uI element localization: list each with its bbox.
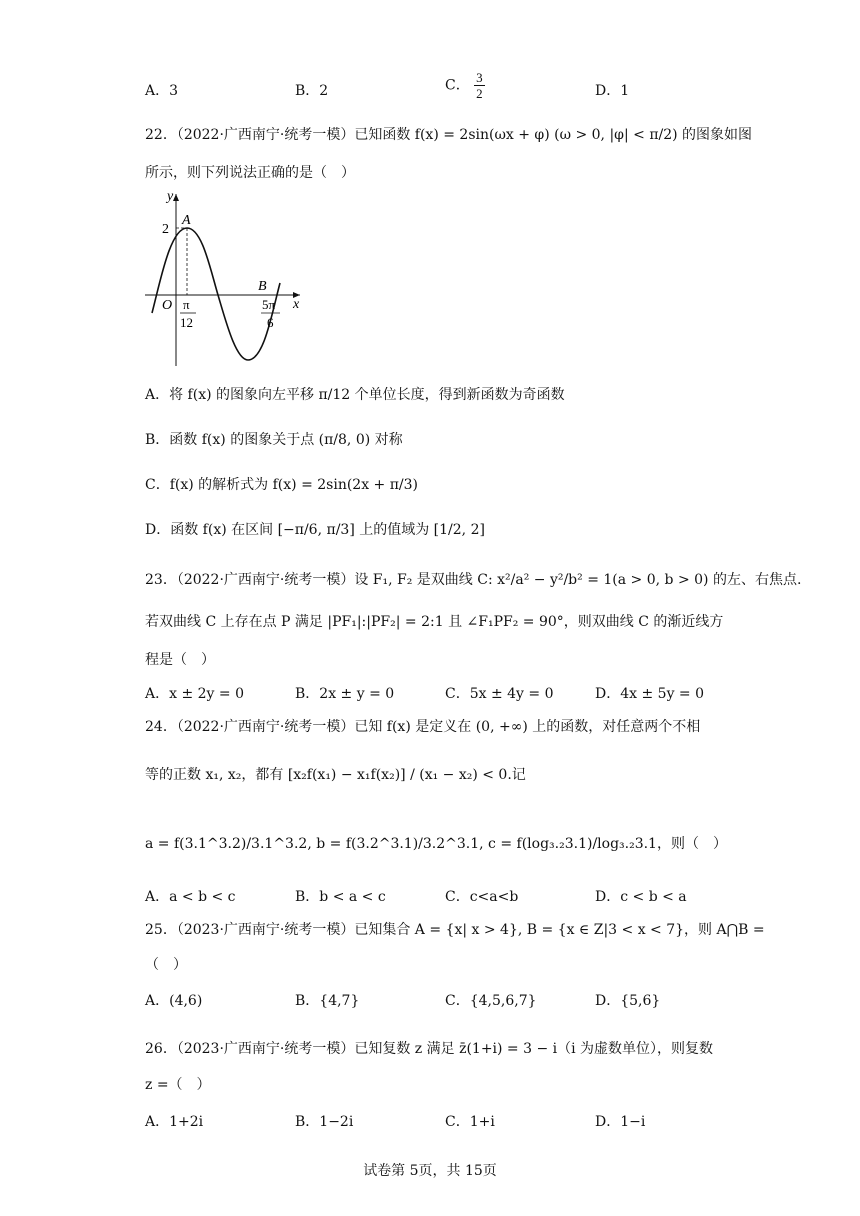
- y-axis-label: y: [167, 189, 174, 204]
- q24-option-a: A．a < b < c: [145, 889, 236, 905]
- q24-option-c: C．c<a<b: [445, 889, 519, 905]
- q26-line2: z =（ ）: [145, 1077, 211, 1093]
- point-a-label: A: [182, 213, 191, 228]
- q26-option-a: A．1+2i: [145, 1114, 204, 1130]
- tick2-den: 6: [267, 315, 274, 330]
- peak-value-label: 2: [162, 222, 169, 237]
- tick2-num: 5π: [262, 297, 276, 312]
- q26-option-c: C．1+i: [445, 1114, 495, 1130]
- tick1-den: 12: [180, 315, 193, 330]
- q23-line2: 若双曲线 C 上存在点 P 满足 |PF₁|:|PF₂| = 2:1 且 ∠F₁PF₂ = 90°，则双曲线 C 的渐近线方: [145, 614, 724, 630]
- q26-option-b: B．1−2i: [295, 1114, 354, 1130]
- q21-option-d: D．1: [595, 83, 630, 99]
- q25-line1: 25．（2023·广西南宁·统考一模）已知集合 A = {x| x > 4}, B = {x ∈ Z|3 < x < 7}，则 A⋂B =: [145, 922, 765, 938]
- q24-line1: 24．（2022·广西南宁·统考一模）已知 f(x) 是定义在 (0, +∞) 上的函数，对任意两个不相: [145, 719, 701, 735]
- q22-option-c: C．f(x) 的解析式为 f(x) = 2sin(2x + π/3): [145, 477, 419, 493]
- q22-stem-line1: 22．（2022·广西南宁·统考一模）已知函数 f(x) = 2sin(ωx + φ) (ω > 0, |φ| < π/2) 的图象如图: [145, 127, 753, 143]
- tick1-num: π: [183, 297, 190, 312]
- q23-line1: 23．（2022·广西南宁·统考一模）设 F₁, F₂ 是双曲线 C: x²/a² − y²/b² = 1(a > 0, b > 0) 的左、右焦点.: [145, 572, 802, 588]
- q22-option-b: B．函数 f(x) 的图象关于点 (π/8, 0) 对称: [145, 432, 403, 448]
- q22-option-a: A．将 f(x) 的图象向左平移 π/12 个单位长度，得到新函数为奇函数: [145, 387, 565, 403]
- x-axis-label: x: [293, 297, 300, 312]
- q24-line3: a = f(3.1^3.2)/3.1^3.2, b = f(3.2^3.1)/3.2^3.1, c = f(log₃.₂3.1)/log₃.₂3.1，则（ ）: [145, 836, 727, 852]
- q21-option-a: A．3: [145, 83, 179, 99]
- q26-line1: 26．（2023·广西南宁·统考一模）已知复数 z 满足 z̄(1+i) = 3 − i（i 为虚数单位），则复数: [145, 1041, 714, 1057]
- q21-option-c: C． $\frac{3}{2}$: [445, 70, 483, 101]
- q24-option-d: D．c < b < a: [595, 889, 687, 905]
- q21-options: [145, 70, 725, 110]
- q21-option-b: B．2: [295, 83, 329, 99]
- q25-option-c: C．{4,5,6,7}: [445, 993, 537, 1009]
- page-footer: 试卷第 5页，共 15页: [363, 1163, 497, 1179]
- q25-line2: （ ）: [145, 957, 187, 973]
- q24-options: [145, 886, 725, 916]
- q23-option-a: A．x ± 2y = 0: [145, 686, 244, 702]
- q22-sine-graph: [140, 188, 310, 368]
- q25-options: [145, 990, 725, 1020]
- fraction: $\frac{3}{2}$: [476, 70, 483, 101]
- q26-option-d: D．1−i: [595, 1114, 646, 1130]
- q26-options: [145, 1111, 725, 1141]
- q23-option-b: B．2x ± y = 0: [295, 686, 395, 702]
- point-b-label: B: [258, 279, 267, 294]
- q24-option-b: B．b < a < c: [295, 889, 386, 905]
- q22-option-d: D．函数 f(x) 在区间 [−π/6, π/3] 上的值域为 [1/2, 2]: [145, 522, 485, 538]
- q25-option-a: A．(4,6): [145, 993, 203, 1009]
- q25-option-b: B．{4,7}: [295, 993, 360, 1009]
- q22-stem-line2: 所示，则下列说法正确的是（ ）: [145, 165, 355, 181]
- q25-option-d: D．{5,6}: [595, 993, 661, 1009]
- q23-line3: 程是（ ）: [145, 652, 215, 668]
- origin-label: O: [162, 298, 173, 313]
- q23-option-d: D．4x ± 5y = 0: [595, 686, 705, 702]
- q23-options: [145, 683, 725, 713]
- q23-option-c: C．5x ± 4y = 0: [445, 686, 554, 702]
- q24-line2: 等的正数 x₁, x₂，都有 [x₂f(x₁) − x₁f(x₂)] / (x₁ − x₂) < 0.记: [145, 767, 526, 783]
